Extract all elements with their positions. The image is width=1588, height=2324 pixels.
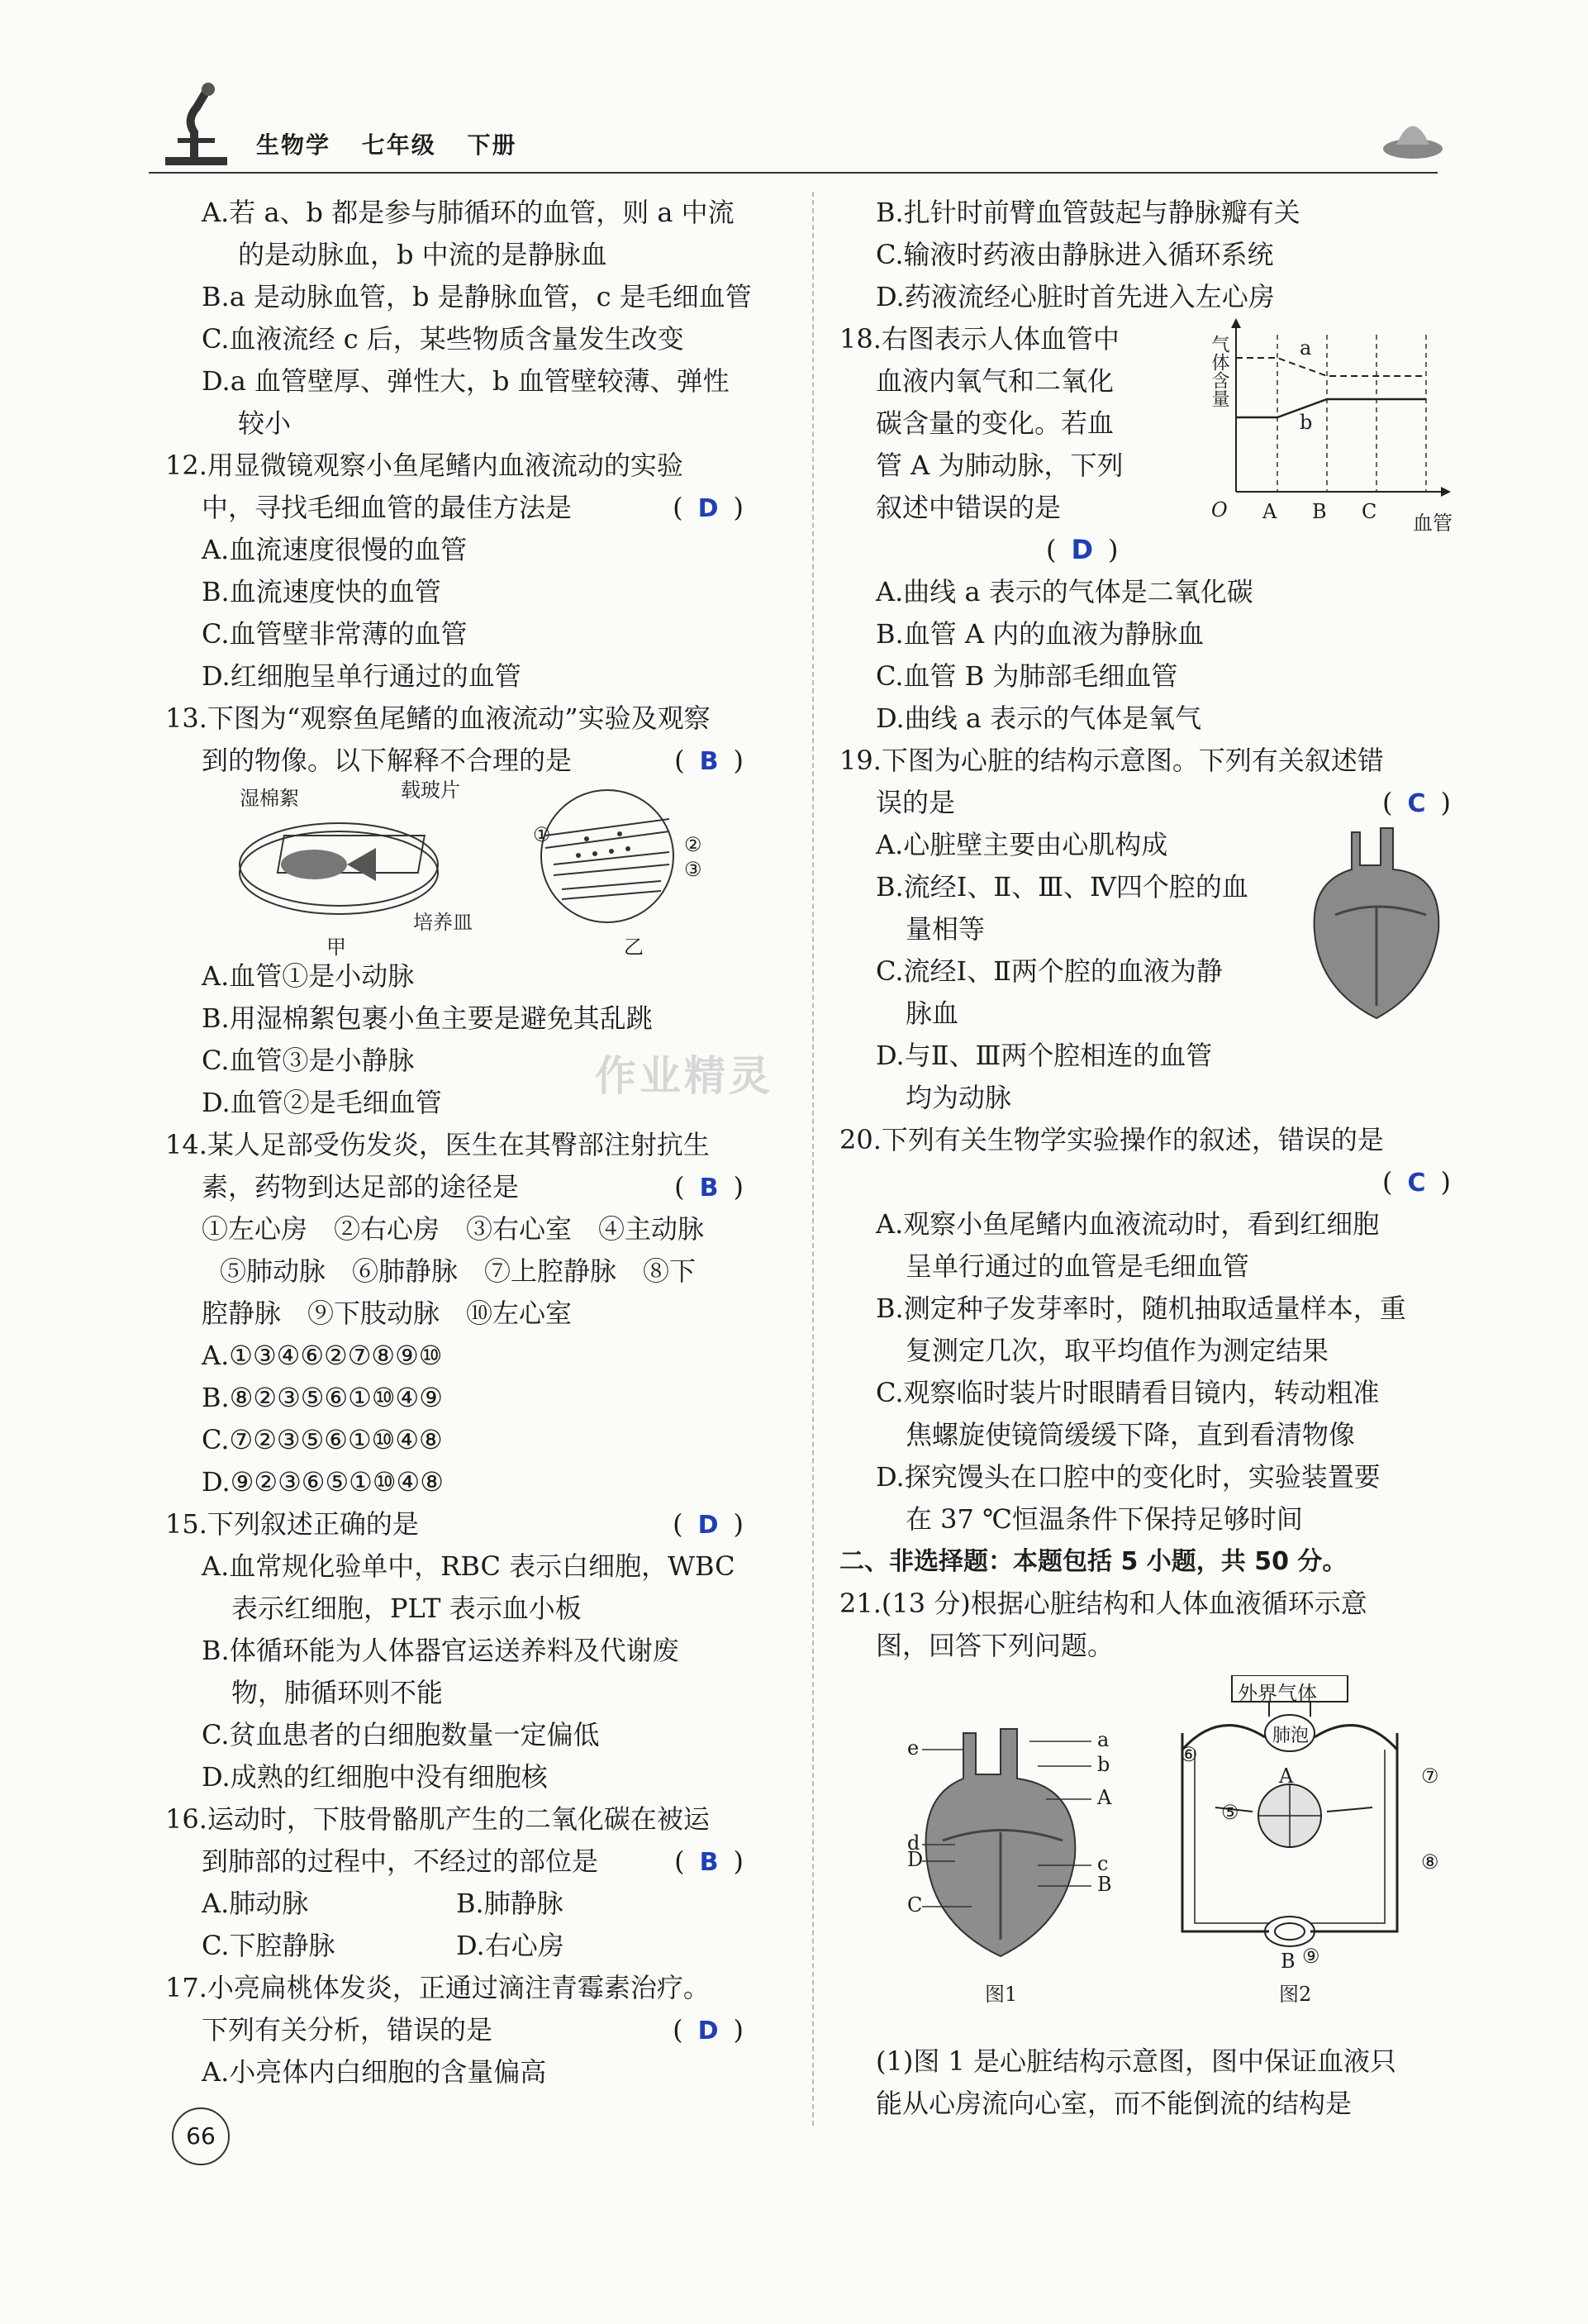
slide-label: 载玻片 (401, 779, 460, 802)
q19-option-d-cont: 均为动脉 (906, 1082, 1012, 1113)
q15-stem: 15.下列叙述正确的是 ( D ) (165, 1503, 744, 1545)
q14-option-b: B.⑧②③⑤⑥①⑩④⑨ (202, 1382, 443, 1413)
q21-sub1: (1)图 1 是心脏结构示意图，图中保证血液只 (876, 2045, 1397, 2077)
q17-stem: 17.小亮扁桃体发炎，正通过滴注青霉素治疗。 (165, 1972, 710, 2003)
q13-stem-cont: 到的物像。以下解释不合理的是 ( B ) (165, 740, 744, 782)
fig1-label-b: b (1097, 1753, 1110, 1776)
q19-option-b-cont: 量相等 (906, 913, 986, 945)
q14-answer: ( B ) (674, 1171, 744, 1202)
vessel-2-label: ② (684, 833, 702, 856)
q19-stem: 19.下图为心脏的结构示意图。下列有关叙述错 (839, 745, 1384, 776)
fig1-label-d: d (907, 1831, 920, 1855)
q16-stem: 16.运动时，下肢骨骼肌产生的二氧化碳在被运 (165, 1803, 710, 1835)
q16-option-a: A.肺动脉 (202, 1888, 309, 1919)
q20-option-b: B.测定种子发芽率时，随机抽取适量样本，重 (876, 1293, 1406, 1324)
q21-stem-cont: 图，回答下列问题。 (876, 1630, 1115, 1661)
page-header (149, 124, 1471, 174)
q13-answer: ( B ) (674, 745, 744, 776)
curve-a (1236, 358, 1426, 376)
q18-option-c: C.血管 B 为肺部毛细血管 (876, 660, 1178, 692)
section-2-heading: 二、非选择题：本题包括 5 小题，共 50 分。 (839, 1547, 1348, 1576)
q13-option-c: C.血管③是小静脉 (202, 1045, 415, 1076)
q15-option-b-cont: 物，肺循环则不能 (231, 1677, 444, 1708)
page-number: 66 (172, 2107, 230, 2165)
curve-a-label: a (1300, 336, 1312, 360)
q11-option-d: D.a 血管壁厚、弹性大，b 血管壁较薄、弹性 (202, 365, 730, 397)
q11-option-c: C.血液流经 c 后，某些物质含量发生改变 (202, 323, 684, 355)
q15-option-d: D.成熟的红细胞中没有细胞核 (202, 1761, 548, 1793)
wet-cotton-label: 湿棉絮 (240, 787, 299, 810)
q19-option-a: A.心脏壁主要由心肌构成 (876, 829, 1168, 860)
fig1-caption: 图1 (985, 1983, 1018, 2006)
header-grade: 七年级 (361, 131, 436, 159)
q13-option-a: A.血管①是小动脉 (202, 960, 415, 992)
q20-option-a: A.观察小鱼尾鳍内血液流动时，看到红细胞 (876, 1208, 1380, 1240)
heart-structure-diagram (906, 1717, 1104, 1964)
q17-option-a: A.小亮体内白细胞的含量偏高 (202, 2056, 547, 2088)
q13-stem: 13.下图为“观察鱼尾鳍的血液流动”实验及观察 (165, 702, 711, 734)
fig1-label-A: A (1097, 1786, 1112, 1809)
q16-options-ab (165, 1883, 744, 1925)
q21-stem: 21.(13 分)根据心脏结构和人体血液循环示意 (839, 1588, 1367, 1619)
fig2-label-A: A (1279, 1764, 1294, 1788)
q18-stem-1: 18.右图表示人体血管中 (839, 323, 1120, 355)
q18-answer: ( D ) (1046, 534, 1119, 565)
q12-option-b: B.血流速度快的血管 (202, 576, 441, 607)
q11-option-b: B.a 是动脉血管，b 是静脉血管，c 是毛细血管 (202, 281, 752, 312)
fig-jia-label: 甲 (326, 936, 346, 959)
q20-option-d: D.探究馒头在口腔中的变化时，实验装置要 (876, 1461, 1381, 1493)
q14-option-a: A.①③④⑥②⑦⑧⑨⑩ (202, 1340, 443, 1371)
vessel-1-label: ① (533, 823, 551, 846)
fig1-label-e: e (907, 1736, 920, 1760)
header-text (256, 127, 517, 160)
q16-option-c: C.下腔静脉 (202, 1930, 335, 1961)
left-column (165, 192, 752, 2093)
fig2-caption: 图2 (1279, 1983, 1312, 2006)
curve-b-label: b (1300, 411, 1313, 434)
fig1-label-c: c (1097, 1852, 1109, 1875)
column-divider (812, 192, 814, 2126)
dish-label: 培养皿 (413, 911, 473, 934)
q16-option-b: B.肺静脉 (456, 1888, 563, 1919)
q21-sub1-cont: 能从心房流向心室，而不能倒流的结构是 (876, 2088, 1353, 2119)
fig-yi-label: 乙 (624, 936, 644, 959)
q19-block (839, 824, 1451, 1119)
q12-option-c: C.血管壁非常薄的血管 (202, 618, 468, 650)
chart-xlabel: 血管 (1413, 512, 1452, 535)
q19-option-d: D.与Ⅱ、Ⅲ两个腔相连的血管 (876, 1040, 1213, 1071)
q18-stem-2: 血液内氧气和二氧化 (876, 365, 1115, 397)
header-rule (149, 172, 1438, 174)
q14-option-d: D.⑨②③⑥⑤①⑩④⑧ (202, 1466, 444, 1498)
vessel-3-label: ③ (684, 858, 702, 881)
chart-origin: O (1211, 498, 1228, 521)
q16-options-cd (165, 1925, 744, 1967)
q12-option-d: D.红细胞呈单行通过的血管 (202, 660, 521, 692)
q12-stem: 12.用显微镜观察小鱼尾鳍内血液流动的实验 (165, 450, 683, 481)
q20-answer: ( C ) (1382, 1166, 1451, 1198)
fig1-label-C: C (907, 1893, 923, 1917)
chart-ylabel: 气体含量 (1209, 335, 1229, 407)
q20-stem: 20.下列有关生物学实验操作的叙述，错误的是 (839, 1124, 1384, 1155)
chart-tick-a: A (1262, 500, 1277, 523)
q11-option-a: A.若 a、b 都是参与肺循环的血管，则 a 中流 (202, 197, 735, 228)
fig2-num-9: ⑨ (1302, 1945, 1320, 1968)
q15-option-c: C.贫血患者的白细胞数量一定偏低 (202, 1719, 600, 1750)
q11-option-d-cont: 较小 (238, 407, 292, 439)
q20-option-c-cont: 焦螺旋使镜筒缓缓下降，直到看清物像 (906, 1419, 1356, 1450)
q19-option-c: C.流经Ⅰ、Ⅱ两个腔的血液为静 (876, 955, 1223, 987)
q17-option-b: B.扎针时前臂血管鼓起与静脉瓣有关 (876, 197, 1300, 228)
q19-stem-cont: 误的是 ( C ) (839, 782, 1451, 824)
fig2-num-8: ⑧ (1421, 1850, 1439, 1874)
q17-answer: ( D ) (673, 2014, 744, 2045)
blood-vessel-view (537, 786, 678, 926)
fig1-label-B: B (1097, 1873, 1112, 1896)
q14-list-2: ⑤肺动脉 ⑥肺静脉 ⑦上腔静脉 ⑧下 (220, 1255, 697, 1287)
fig1-label-D: D (907, 1848, 924, 1871)
q20-option-d-cont: 在 37 ℃恒温条件下保持足够时间 (906, 1503, 1303, 1535)
q18-block (839, 318, 1451, 571)
curve-b (1236, 399, 1426, 417)
q14-option-c: C.⑦②③⑤⑥①⑩④⑧ (202, 1424, 443, 1455)
q18-stem-5: 叙述中错误的是 (876, 492, 1062, 523)
microscope-icon (149, 74, 240, 174)
q15-option-a: A.血常规化验单中，RBC 表示白细胞，WBC (202, 1550, 735, 1582)
q13-option-d: D.血管②是毛细血管 (202, 1087, 442, 1118)
q17-option-d: D.药液流经心脏时首先进入左心房 (876, 281, 1275, 312)
q20-option-a-cont: 呈单行通过的血管是毛细血管 (906, 1250, 1250, 1282)
q15-option-a-cont: 表示红细胞，PLT 表示血小板 (231, 1593, 582, 1624)
q15-option-b: B.体循环能为人体器官运送养料及代谢废 (202, 1635, 679, 1666)
q14-stem-cont: 素，药物到达足部的途径是 ( B ) (165, 1166, 744, 1208)
q17-option-c: C.输液时药液由静脉进入循环系统 (876, 239, 1274, 270)
heart-illustration (1302, 824, 1451, 1022)
fig2-num-5: ⑤ (1221, 1801, 1239, 1824)
q16-stem-cont: 到肺部的过程中，不经过的部位是 ( B ) (165, 1841, 744, 1883)
chart-tick-b: B (1312, 500, 1327, 523)
header-decoration-icon (1380, 99, 1446, 165)
q18-option-a: A.曲线 a 表示的气体是二氧化碳 (876, 576, 1253, 607)
q18-gas-chart (1203, 318, 1451, 533)
q21-figures (839, 1667, 1451, 2041)
right-column (839, 192, 1451, 2125)
chart-tick-c: C (1362, 500, 1377, 523)
fig2-label-B: B (1281, 1950, 1296, 1973)
q15-answer: ( D ) (673, 1508, 744, 1540)
fish-dish-illustration (231, 807, 446, 922)
q19-option-c-cont: 脉血 (906, 998, 959, 1029)
q12-answer: ( D ) (673, 492, 744, 523)
q14-list-3: 腔静脉 ⑨下肢动脉 ⑩左心室 (202, 1298, 573, 1329)
q13-figure (165, 779, 744, 959)
q20-option-b-cont: 复测定几次，取平均值作为测定结果 (906, 1335, 1329, 1366)
q20-answer-line (839, 1161, 1451, 1203)
q17-stem-cont: 下列有关分析，错误的是 ( D ) (165, 2009, 744, 2051)
q20-option-c: C.观察临时装片时眼睛看目镜内，转动粗准 (876, 1377, 1380, 1408)
fig2-num-6: ⑥ (1180, 1743, 1198, 1766)
fig1-label-a: a (1097, 1728, 1110, 1751)
fig2-outer-air: 外界气体 (1238, 1682, 1317, 1705)
fig2-alveoli: 肺泡 (1272, 1726, 1310, 1746)
q19-answer: ( C ) (1382, 787, 1451, 818)
q13-option-b: B.用湿棉絮包裹小鱼主要是避免其乱跳 (202, 1002, 653, 1034)
q11-option-a-cont: 的是动脉血，b 中流的是静脉血 (238, 239, 607, 270)
fig2-num-7: ⑦ (1421, 1764, 1439, 1788)
q16-option-d: D.右心房 (456, 1930, 564, 1961)
watermark: 作业精灵 (595, 1052, 773, 1100)
q16-answer: ( B ) (674, 1845, 744, 1877)
q18-option-b: B.血管 A 内的血液为静脉血 (876, 618, 1205, 650)
q18-option-d: D.曲线 a 表示的气体是氧气 (876, 702, 1202, 734)
header-subject: 生物学 (256, 131, 331, 159)
q19-option-b: B.流经Ⅰ、Ⅱ、Ⅲ、Ⅳ四个腔的血 (876, 871, 1248, 902)
q18-stem-4: 管 A 为肺动脉，下列 (876, 450, 1124, 481)
q12-stem-cont: 中，寻找毛细血管的最佳方法是 ( D ) (165, 487, 744, 529)
q14-stem: 14.某人足部受伤发炎，医生在其臀部注射抗生 (165, 1129, 710, 1160)
header-volume: 下册 (467, 131, 517, 159)
q12-option-a: A.血流速度很慢的血管 (202, 534, 468, 565)
q14-list-1: ①左心房 ②右心房 ③右心室 ④主动脉 (202, 1213, 705, 1245)
q18-stem-3: 碳含量的变化。若血 (876, 407, 1115, 439)
